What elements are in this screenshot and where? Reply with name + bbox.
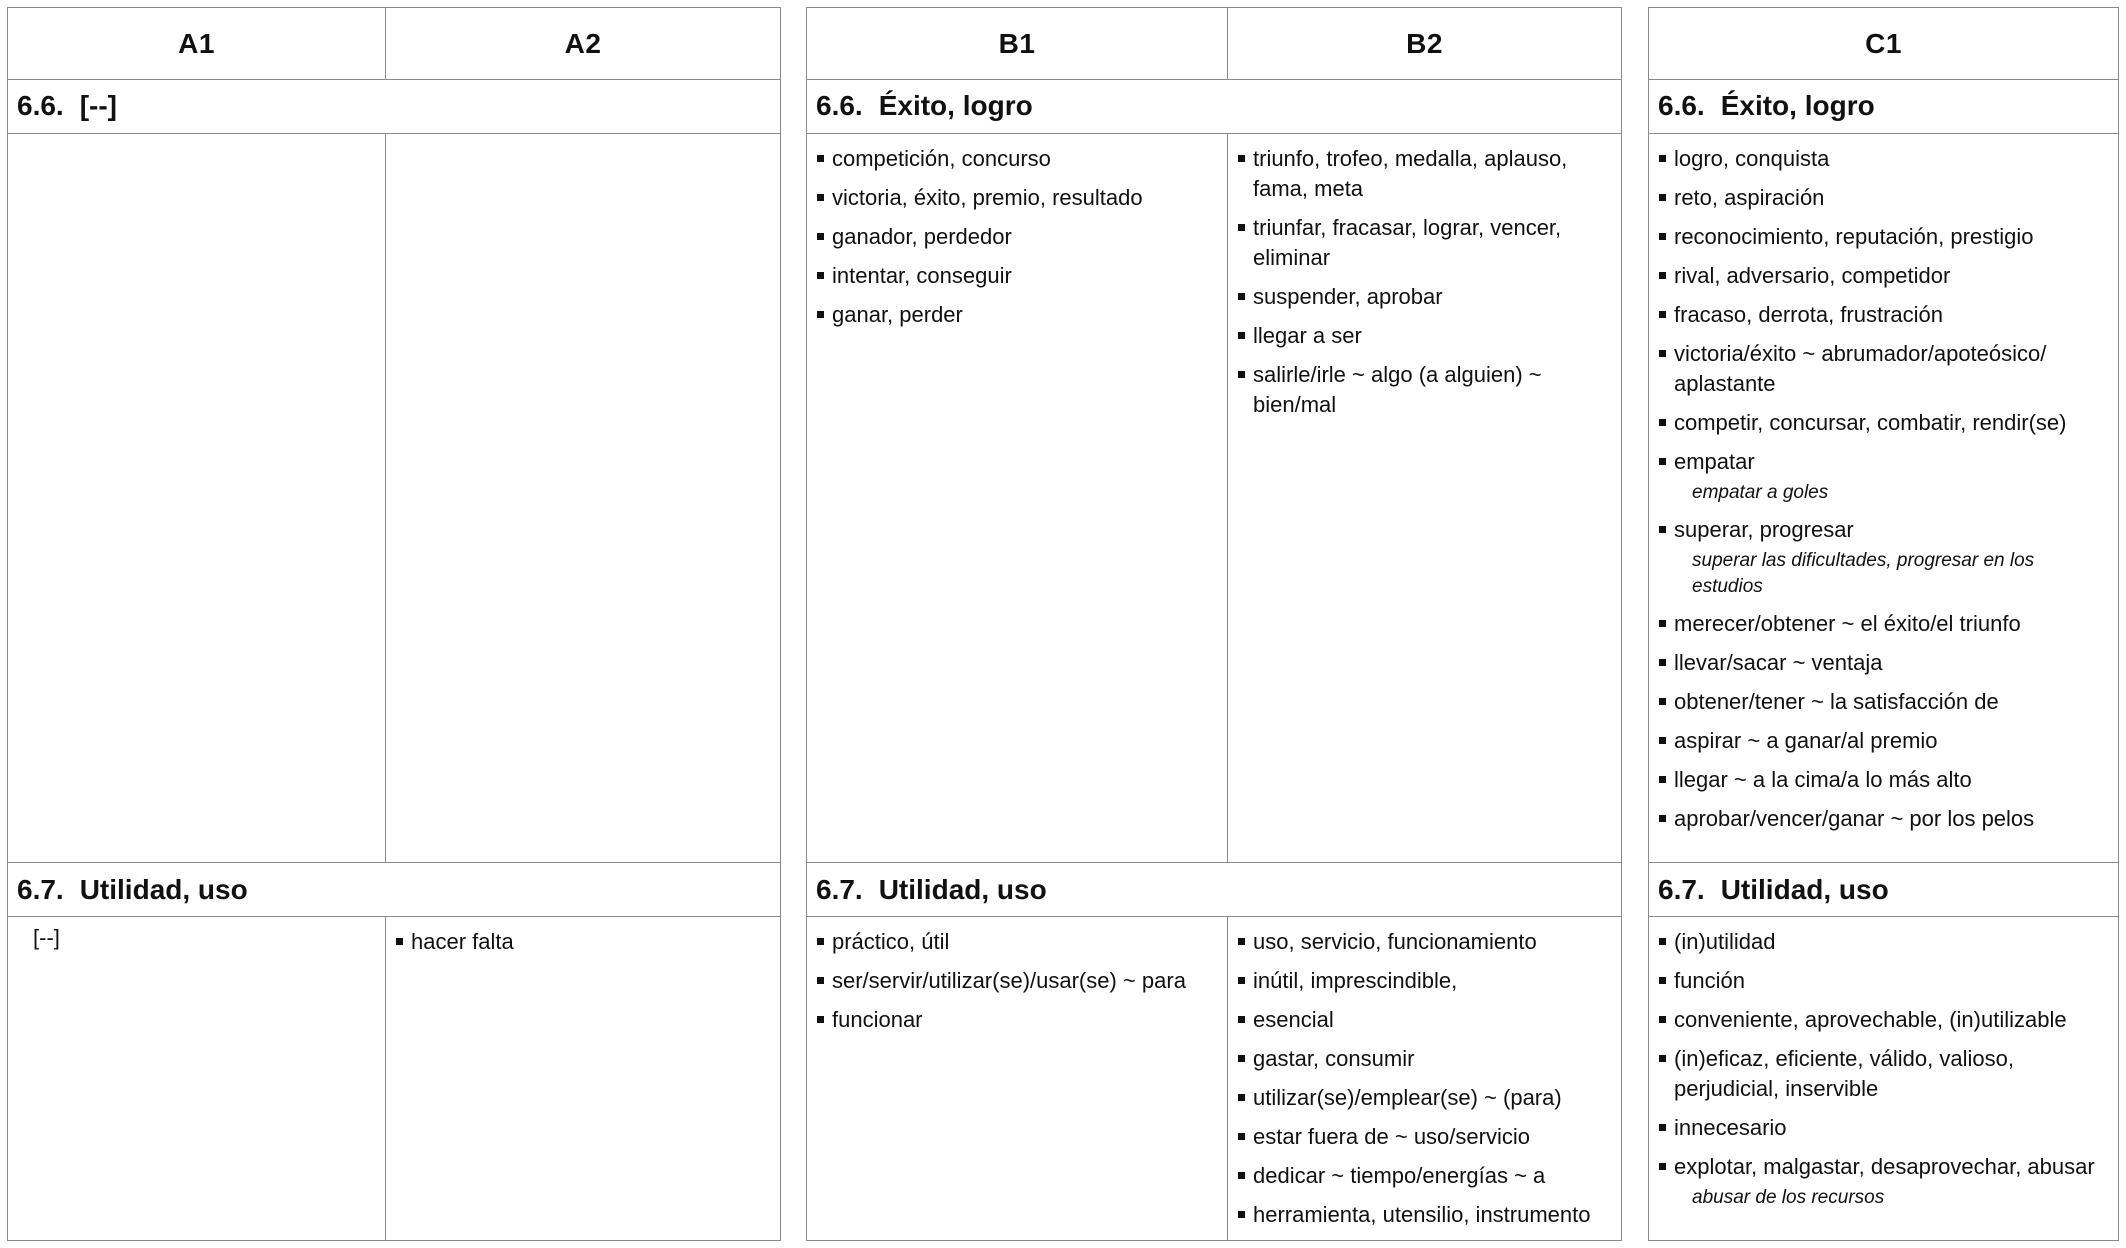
vocab-text: innecesario xyxy=(1674,1115,1787,1140)
section-title: Utilidad, uso xyxy=(878,873,1047,905)
vocab-text: dedicar ~ tiempo/energías ~ a xyxy=(1253,1163,1546,1188)
vocab-text: aprobar/vencer/ganar ~ por los pelos xyxy=(1674,806,2035,831)
square-bullet-icon xyxy=(1238,293,1245,300)
section-title: Éxito, logro xyxy=(1720,90,1875,121)
vocab-text: intentar, conseguir xyxy=(832,263,1012,288)
vocab-text: obtener/tener ~ la satisfacción de xyxy=(1674,689,1999,714)
vocab-item xyxy=(1238,927,1611,957)
vocab-item xyxy=(1659,1044,2108,1104)
vocab-item xyxy=(1659,144,2108,174)
square-bullet-icon xyxy=(1659,620,1666,627)
vocab-item xyxy=(1659,300,2108,330)
square-bullet-icon xyxy=(1238,1172,1245,1179)
vocab-item xyxy=(1238,360,1611,420)
square-bullet-icon xyxy=(817,977,824,984)
vocab-item xyxy=(1659,1113,2108,1143)
c1-cell-6-7 xyxy=(1649,917,2118,1240)
vocab-text: (in)eficaz, eficiente, válido, valioso, perjudicial, inservible xyxy=(1674,1046,2014,1101)
vocab-item xyxy=(817,183,1217,213)
square-bullet-icon xyxy=(1659,737,1666,744)
section-title: [--] xyxy=(79,90,117,121)
level-header-b1: B1 xyxy=(807,8,1228,79)
vocab-text: estar fuera de ~ uso/servicio xyxy=(1253,1124,1530,1149)
vocab-item xyxy=(817,966,1217,996)
vocab-text: victoria/éxito ~ abrumador/apoteósico/ aplastante xyxy=(1674,341,2047,396)
vocab-text: fracaso, derrota, frustración xyxy=(1674,302,1944,327)
vocab-item xyxy=(396,927,770,957)
vocab-text: inútil, imprescindible, xyxy=(1253,968,1458,993)
vocab-item xyxy=(1238,144,1611,204)
vocab-list xyxy=(807,134,1227,330)
vocab-list xyxy=(386,917,780,957)
square-bullet-icon xyxy=(817,311,824,318)
level-header-row xyxy=(1649,8,2118,80)
square-bullet-icon xyxy=(817,272,824,279)
square-bullet-icon xyxy=(1659,815,1666,822)
square-bullet-icon xyxy=(1238,332,1245,339)
square-bullet-icon xyxy=(1238,1094,1245,1101)
vocab-item xyxy=(1659,648,2108,678)
vocab-item xyxy=(1238,213,1611,273)
usage-example: superar las dificultades, progresar en los estudios xyxy=(1692,550,2035,597)
vocab-item xyxy=(1238,966,1611,996)
vocab-item xyxy=(817,927,1217,957)
square-bullet-icon xyxy=(1238,977,1245,984)
square-bullet-icon xyxy=(1238,155,1245,162)
level-header-row xyxy=(8,8,780,80)
panel-a1-a2 xyxy=(7,7,781,1241)
vocab-text: llegar ~ a la cima/a lo más alto xyxy=(1674,767,1972,792)
square-bullet-icon xyxy=(817,155,824,162)
vocab-item xyxy=(1659,966,2108,996)
square-bullet-icon xyxy=(817,233,824,240)
section-number: 6.7. xyxy=(1658,873,1705,905)
vocab-item xyxy=(1238,282,1611,312)
vocab-text: llegar a ser xyxy=(1253,323,1362,348)
vocab-item xyxy=(1659,927,2108,957)
square-bullet-icon xyxy=(396,938,403,945)
vocab-text: (in)utilidad xyxy=(1674,929,1776,954)
section-number: 6.6. xyxy=(816,90,863,121)
section-number: 6.6. xyxy=(17,90,64,121)
vocab-text: ser/servir/utilizar(se)/usar(se) ~ para xyxy=(832,968,1186,993)
vocab-list xyxy=(807,917,1227,1035)
vocab-item xyxy=(1238,1200,1611,1230)
vocab-text: explotar, malgastar, desaprovechar, abusar xyxy=(1674,1154,2095,1179)
vocab-item xyxy=(1659,1152,2108,1211)
square-bullet-icon xyxy=(1659,938,1666,945)
vocab-item xyxy=(1238,1161,1611,1191)
square-bullet-icon xyxy=(1659,1016,1666,1023)
vocab-item xyxy=(1659,609,2108,639)
section-body-6-7 xyxy=(807,917,1621,1240)
vocab-item xyxy=(817,261,1217,291)
square-bullet-icon xyxy=(1659,698,1666,705)
square-bullet-icon xyxy=(817,1016,824,1023)
vocab-item xyxy=(1659,1005,2108,1035)
level-header-a2: A2 xyxy=(564,27,602,59)
square-bullet-icon xyxy=(1659,659,1666,666)
vocab-text: merecer/obtener ~ el éxito/el triunfo xyxy=(1674,611,2021,636)
section-number: 6.6. xyxy=(1658,90,1705,121)
square-bullet-icon xyxy=(1659,458,1666,465)
vocab-text: herramienta, utensilio, instrumento xyxy=(1253,1202,1591,1227)
level-header-c1: C1 xyxy=(1865,27,1902,59)
square-bullet-icon xyxy=(1659,1163,1666,1170)
vocab-text: funcionar xyxy=(832,1007,923,1032)
vocab-text: utilizar(se)/emplear(se) ~ (para) xyxy=(1253,1085,1562,1110)
section-heading-6-6 xyxy=(8,79,780,134)
usage-example: empatar a goles xyxy=(1692,482,1829,503)
square-bullet-icon xyxy=(1659,272,1666,279)
a2-cell-6-6 xyxy=(386,134,780,862)
square-bullet-icon xyxy=(1659,419,1666,426)
vocab-text: suspender, aprobar xyxy=(1253,284,1443,309)
a1-cell-6-7 xyxy=(8,917,386,1240)
square-bullet-icon xyxy=(817,194,824,201)
square-bullet-icon xyxy=(1238,1133,1245,1140)
vocab-text: logro, conquista xyxy=(1674,146,1830,171)
level-header-b2: B2 xyxy=(1406,27,1443,59)
section-body-6-6 xyxy=(1649,134,2118,862)
section-body-6-6 xyxy=(807,134,1621,862)
section-heading-6-6 xyxy=(1649,79,2118,134)
square-bullet-icon xyxy=(817,938,824,945)
vocab-text: conveniente, aprovechable, (in)utilizable xyxy=(1674,1007,2067,1032)
vocab-item xyxy=(1238,1044,1611,1074)
vocab-text: competir, concursar, combatir, rendir(se) xyxy=(1674,410,2067,435)
vocab-text: reconocimiento, reputación, prestigio xyxy=(1674,224,2034,249)
vocab-text: ganador, perdedor xyxy=(832,224,1012,249)
vocab-text: competición, concurso xyxy=(832,146,1051,171)
vocab-item xyxy=(1659,726,2108,756)
c1-cell-6-6 xyxy=(1649,134,2118,862)
a2-cell-6-7 xyxy=(386,917,780,1240)
square-bullet-icon xyxy=(1659,350,1666,357)
vocab-item xyxy=(1659,261,2108,291)
square-bullet-icon xyxy=(1238,371,1245,378)
vocab-text: hacer falta xyxy=(411,929,514,954)
vocab-text: uso, servicio, funcionamiento xyxy=(1253,929,1537,954)
section-heading-6-7 xyxy=(8,862,780,917)
vocab-item xyxy=(1659,765,2108,795)
square-bullet-icon xyxy=(1238,1055,1245,1062)
level-header-a1: A1 xyxy=(8,8,386,79)
vocab-list xyxy=(1649,917,2118,1211)
square-bullet-icon xyxy=(1659,526,1666,533)
section-number: 6.7. xyxy=(816,873,863,905)
vocab-item xyxy=(1238,1005,1611,1035)
vocab-item xyxy=(1659,339,2108,399)
b2-cell-6-6 xyxy=(1228,134,1621,862)
section-title: Utilidad, uso xyxy=(1720,873,1889,905)
section-body-6-7 xyxy=(1649,917,2118,1240)
usage-example: abusar de los recursos xyxy=(1692,1187,1885,1208)
vocab-text: superar, progresar xyxy=(1674,517,1854,542)
square-bullet-icon xyxy=(1659,194,1666,201)
vocab-item xyxy=(817,144,1217,174)
vocab-item xyxy=(1659,687,2108,717)
vocab-text: empatar xyxy=(1674,449,1755,474)
square-bullet-icon xyxy=(1659,1055,1666,1062)
square-bullet-icon xyxy=(1238,1211,1245,1218)
vocab-item xyxy=(817,300,1217,330)
vocab-item xyxy=(1659,408,2108,438)
vocab-item xyxy=(817,222,1217,252)
square-bullet-icon xyxy=(1238,224,1245,231)
vocab-item xyxy=(1659,447,2108,506)
section-heading-6-7 xyxy=(807,862,1621,917)
section-title: Éxito, logro xyxy=(878,90,1033,121)
panel-c1 xyxy=(1648,7,2119,1241)
vocab-text: triunfar, fracasar, lograr, vencer, eliminar xyxy=(1253,215,1562,270)
section-heading-6-6 xyxy=(807,79,1621,134)
b1-cell-6-7 xyxy=(807,917,1228,1240)
square-bullet-icon xyxy=(1659,311,1666,318)
square-bullet-icon xyxy=(1238,938,1245,945)
vocab-text: función xyxy=(1674,968,1745,993)
square-bullet-icon xyxy=(1659,776,1666,783)
section-body-6-6 xyxy=(8,134,780,862)
square-bullet-icon xyxy=(1659,233,1666,240)
vocab-text: reto, aspiración xyxy=(1674,185,1825,210)
vocab-item xyxy=(1238,1083,1611,1113)
section-body-6-7 xyxy=(8,917,780,1240)
square-bullet-icon xyxy=(1659,155,1666,162)
vocab-item xyxy=(1238,321,1611,351)
vocab-item xyxy=(1659,222,2108,252)
vocab-text: salirle/irle ~ algo (a alguien) ~ bien/mal xyxy=(1253,362,1542,417)
vocab-list xyxy=(1228,134,1621,420)
b1-cell-6-6 xyxy=(807,134,1228,862)
vocab-text: victoria, éxito, premio, resultado xyxy=(832,185,1143,210)
vocab-text: ganar, perder xyxy=(832,302,963,327)
vocab-text: aspirar ~ a ganar/al premio xyxy=(1674,728,1938,753)
vocab-item xyxy=(1238,1122,1611,1152)
level-header-row xyxy=(807,8,1621,80)
vocab-list xyxy=(1228,917,1621,1230)
vocab-item xyxy=(1659,515,2108,600)
square-bullet-icon xyxy=(1659,1124,1666,1131)
b2-cell-6-7 xyxy=(1228,917,1621,1240)
section-number: 6.7. xyxy=(17,873,64,905)
vocab-text: práctico, útil xyxy=(832,929,950,954)
square-bullet-icon xyxy=(1659,977,1666,984)
square-bullet-icon xyxy=(1238,1016,1245,1023)
vocab-item xyxy=(1659,183,2108,213)
vocab-text: gastar, consumir xyxy=(1253,1046,1415,1071)
empty-placeholder: [--] xyxy=(33,925,60,950)
vocab-text: esencial xyxy=(1253,1007,1334,1032)
vocab-item xyxy=(817,1005,1217,1035)
vocab-text: triunfo, trofeo, medalla, aplauso, fama, meta xyxy=(1253,146,1568,201)
vocab-list xyxy=(1649,134,2118,834)
section-heading-6-7 xyxy=(1649,862,2118,917)
vocab-text: rival, adversario, competidor xyxy=(1674,263,1951,288)
vocab-text: llevar/sacar ~ ventaja xyxy=(1674,650,1883,675)
panel-b1-b2 xyxy=(806,7,1622,1241)
vocab-item xyxy=(1659,804,2108,834)
a1-cell-6-6 xyxy=(8,134,386,862)
section-title: Utilidad, uso xyxy=(79,873,248,905)
